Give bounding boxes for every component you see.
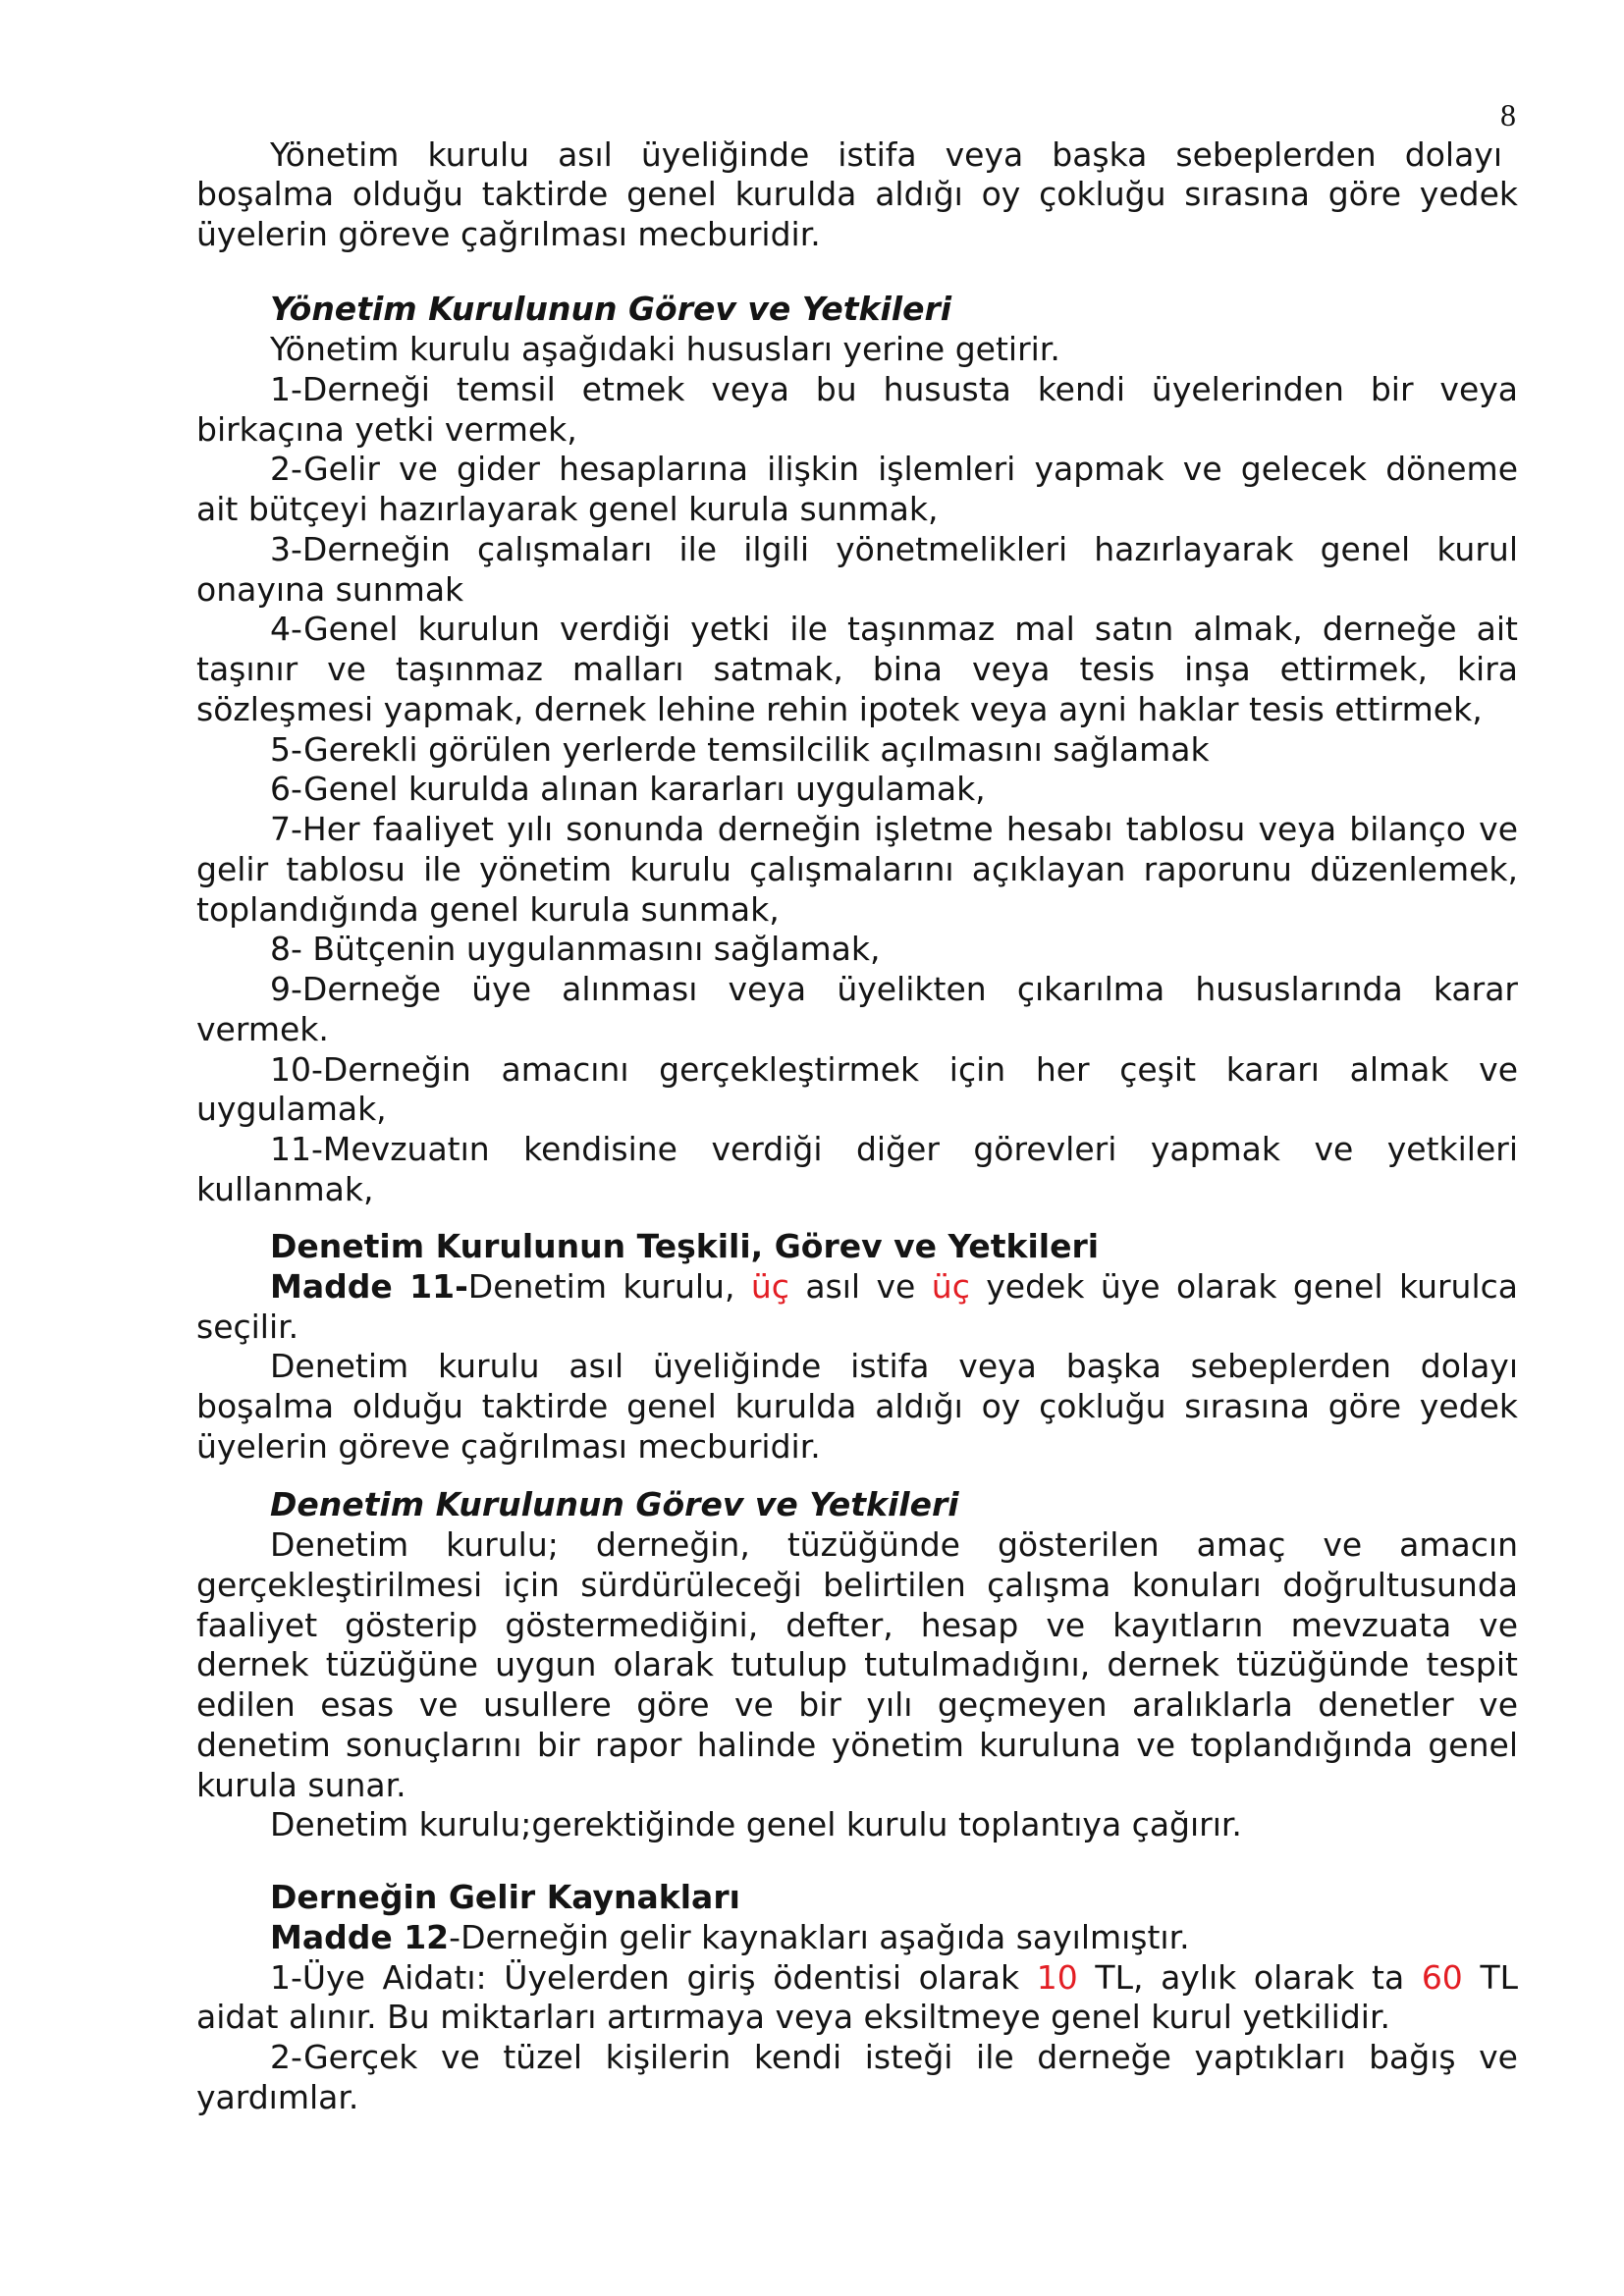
paragraph-line: boşalma olduğu taktirde genel kurulda aldığı oy çokluğu sırasına göre yedek <box>196 1387 1518 1425</box>
section-heading: Yönetim Kurulunun Görev ve Yetkileri <box>270 290 952 329</box>
list-item-line: 2-Gerçek ve tüzel kişilerin kendi isteği ile derneğe yaptıkları bağış ve <box>270 2038 1518 2077</box>
madde-11-text: yedek üye olarak genel kurulca <box>969 1266 1519 1306</box>
list-item-line: vermek. <box>196 1009 329 1048</box>
list-item-line: gelir tablosu ile yönetim kurulu çalışmalarını açıklayan raporunu düzenlemek, <box>196 849 1518 888</box>
list-item-line: 8- Bütçenin uygulanmasını sağlamak, <box>270 930 881 969</box>
paragraph-line: Denetim kurulu;gerektiğinde genel kurulu toplantıya çağırır. <box>270 1805 1242 1844</box>
yonetim-gorev-section <box>196 290 1518 1209</box>
aylik-aidat-amount: 60 <box>1421 1957 1463 1997</box>
paragraph-line: edilen esas ve usullere göre ve bir yılı geçmeyen aralıklarla denetler ve <box>196 1685 1518 1725</box>
asil-uye-count: üç <box>750 1266 789 1306</box>
denetim-teskil-section <box>196 1227 1518 1468</box>
paragraph-line: Denetim kurulu asıl üyeliğinde istifa veya başka sebeplerden dolayı <box>270 1347 1518 1386</box>
list-item-line: 7-Her faaliyet yılı sonunda derneğin işletme hesabı tablosu veya bilanço ve <box>270 810 1518 849</box>
madde-12-label: Madde 12 <box>270 1917 450 1956</box>
denetim-gorev-section <box>196 1485 1518 1845</box>
list-item-line: 10-Derneğin amacını gerçekleştirmek için her çeşit kararı almak ve <box>270 1049 1518 1089</box>
paragraph-line: Yönetim kurulu asıl üyeliğinde istifa veya başka sebeplerden dolayı <box>270 134 1502 174</box>
uye-aidati-text: TL <box>1462 1957 1518 1997</box>
list-item-line: kullanmak, <box>196 1169 374 1208</box>
paragraph-line: üyelerin göreve çağrılması mecburidir. <box>196 1426 821 1466</box>
list-item-line: 2-Gelir ve gider hesaplarına ilişkin işlemleri yapmak ve gelecek döneme <box>270 450 1518 489</box>
paragraph-line: faaliyet gösterip göstermediğini, defter, hesap ve kayıtların mevzuata ve <box>196 1605 1518 1644</box>
list-item-line: onayına sunmak <box>196 569 464 609</box>
page-number: 8 <box>1500 97 1516 133</box>
section-heading: Denetim Kurulunun Teşkili, Görev ve Yetkileri <box>270 1227 1100 1265</box>
section-heading: Denetim Kurulunun Görev ve Yetkileri <box>270 1485 959 1524</box>
list-item-line: 3-Derneğin çalışmaları ile ilgili yönetmelikleri hazırlayarak genel kurul <box>270 529 1518 568</box>
list-item-line: uygulamak, <box>196 1090 387 1129</box>
yedek-uye-count: üç <box>931 1266 970 1306</box>
list-item-line: sözleşmesi yapmak, dernek lehine rehin ipotek veya ayni haklar tesis ettirmek, <box>196 689 1483 728</box>
paragraph-line: üyelerin göreve çağrılması mecburidir. <box>196 215 821 253</box>
madde-11-label: Madde 11- <box>270 1266 468 1306</box>
paragraph-line: boşalma olduğu taktirde genel kurulda aldığı oy çokluğu sırasına göre yedek <box>196 175 1518 214</box>
uye-aidati-text: TL, aylık olarak ta <box>1077 1957 1422 1997</box>
list-item-line: 4-Genel kurulun verdiği yetki ile taşınmaz mal satın almak, derneğe ait <box>270 610 1518 649</box>
list-item-line: 5-Gerekli görülen yerlerde temsilcilik açılmasını sağlamak <box>270 729 1210 769</box>
paragraph-line: denetim sonuçlarını bir rapor halinde yönetim kuruluna ve toplandığında genel <box>196 1725 1518 1764</box>
paragraph-line: Denetim kurulu; derneğin, tüzüğünde gösterilen amaç ve amacın <box>270 1525 1518 1565</box>
giris-odentisi-amount: 10 <box>1036 1957 1078 1997</box>
uye-aidati-text: 1-Üye Aidatı: Üyelerden giriş ödentisi olarak <box>270 1957 1037 1997</box>
madde-11-continuation: seçilir. <box>196 1307 299 1346</box>
section-heading: Derneğin Gelir Kaynakları <box>270 1878 740 1917</box>
uye-aidati-continuation: aidat alınır. Bu miktarları artırmaya veya eksiltmeye genel kurul yetkilidir. <box>196 1998 1390 2037</box>
list-item-line: 1-Derneği temsil etmek veya bu hususta kendi üyelerinden bir veya <box>270 369 1518 408</box>
list-item-line: ait bütçeyi hazırlayarak genel kurula sunmak, <box>196 490 939 529</box>
madde-11-line <box>196 1267 1518 1308</box>
list-item-line: toplandığında genel kurula sunmak, <box>196 889 780 929</box>
gelir-kaynaklari-section <box>196 1878 1518 2118</box>
uye-aidati-line <box>196 1958 1518 1999</box>
list-item-line: yardımlar. <box>196 2077 359 2116</box>
yonetim-bosalma-paragraph <box>196 135 1518 255</box>
section-intro: Yönetim kurulu aşağıdaki hususları yerine getirir. <box>270 330 1060 369</box>
madde-12-line <box>196 1918 1518 1958</box>
madde-12-text: -Derneğin gelir kaynakları aşağıda sayılmıştır. <box>449 1917 1190 1956</box>
list-item-line: 11-Mevzuatın kendisine verdiği diğer görevleri yapmak ve yetkileri <box>270 1130 1518 1169</box>
list-item-line: taşınır ve taşınmaz malları satmak, bina veya tesis inşa ettirmek, kira <box>196 650 1518 689</box>
madde-11-text: asıl ve <box>788 1266 932 1306</box>
list-item-line: 9-Derneğe üye alınması veya üyelikten çıkarılma hususlarında karar <box>270 970 1518 1009</box>
madde-11-text: Denetim kurulu, <box>467 1266 751 1306</box>
list-item-line: 6-Genel kurulda alınan kararları uygulamak, <box>270 770 986 809</box>
paragraph-line: dernek tüzüğüne uygun olarak tutulup tutulmadığını, dernek tüzüğünde tespit <box>196 1645 1518 1684</box>
paragraph-line: kurula sunar. <box>196 1765 406 1804</box>
paragraph-line: gerçekleştirilmesi için sürdürüleceği belirtilen çalışma konuları doğrultusunda <box>196 1565 1518 1604</box>
list-item-line: birkaçına yetki vermek, <box>196 409 577 449</box>
